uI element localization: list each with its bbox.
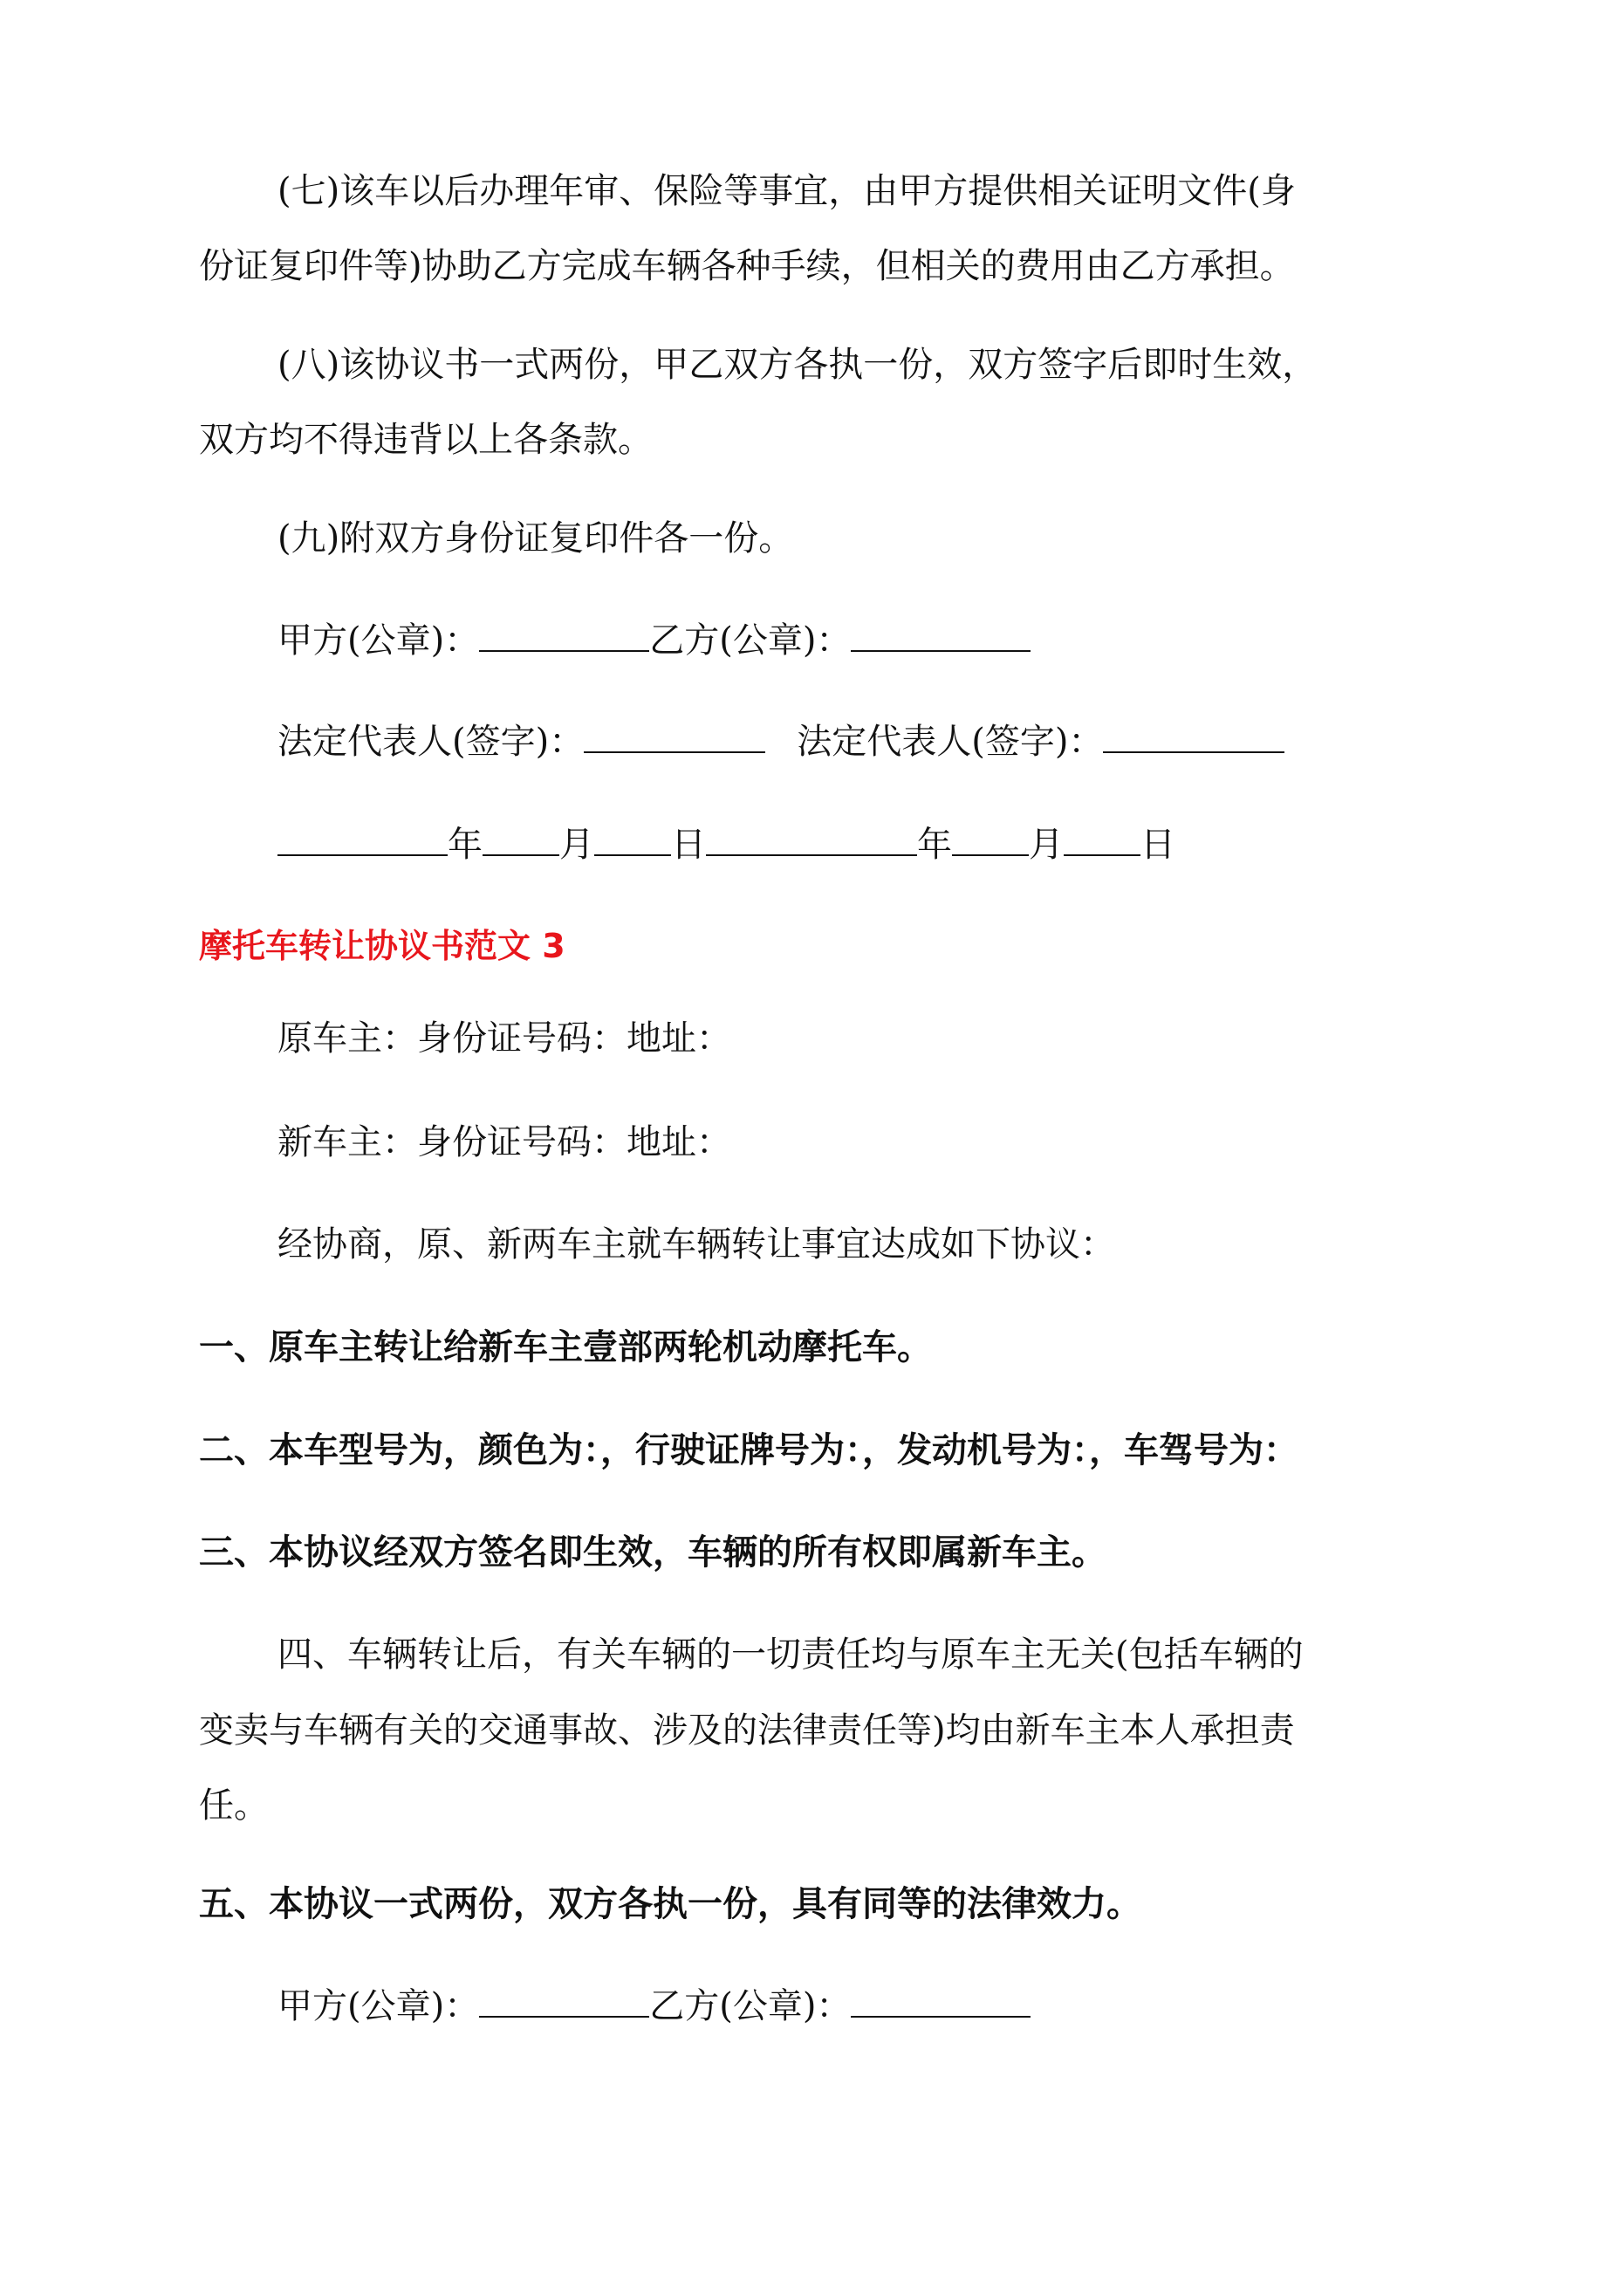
representative-line: [277, 719, 1284, 764]
rep-b-label: 法定代表人(签字)：: [797, 722, 1104, 762]
day-b-label: 日: [1140, 825, 1175, 865]
clause-4-line-2: 变卖与车辆有关的交通事故、涉及的法律责任等)均由新车主本人承担责: [199, 1710, 1295, 1751]
seal-line-1: [277, 618, 1031, 663]
seal-line-2: [277, 1984, 1031, 2029]
rep-a-label: 法定代表人(签字)：: [277, 722, 585, 762]
month-a-blank[interactable]: [483, 823, 559, 856]
paragraph-7-line-2: 份证复印件等)协助乙方完成车辆各种手续，但相关的费用由乙方承担。: [199, 246, 1295, 286]
party-b-seal-label-2: 乙方(公章)：: [649, 1986, 852, 2026]
day-b-blank[interactable]: [1064, 823, 1140, 856]
clause-2: 二、本车型号为，颜色为：，行驶证牌号为：，发动机号为：，车驾号为：: [199, 1430, 1298, 1470]
month-b-label: 月: [1029, 825, 1064, 865]
clause-3: 三、本协议经双方签名即生效，车辆的所有权即属新车主。: [199, 1532, 1106, 1573]
day-a-blank[interactable]: [594, 823, 671, 856]
intro-line: 经协商，原、新两车主就车辆转让事宜达成如下协议：: [277, 1224, 1115, 1265]
clause-4-line-3: 任。: [199, 1785, 269, 1826]
rep-a-blank[interactable]: [584, 720, 765, 753]
month-b-blank[interactable]: [952, 823, 1029, 856]
year-b-label: 年: [917, 825, 952, 865]
party-a-seal-blank-2[interactable]: [479, 1984, 649, 2018]
party-a-seal-label-2: 甲方(公章)：: [277, 1986, 480, 2026]
month-a-label: 月: [559, 825, 594, 865]
clause-1: 一、原车主转让给新车主壹部两轮机动摩托车。: [199, 1327, 932, 1367]
clause-5: 五、本协议一式两份，双方各执一份，具有同等的法律效力。: [199, 1884, 1141, 1924]
party-b-seal-blank[interactable]: [851, 619, 1031, 652]
rep-b-blank[interactable]: [1103, 720, 1284, 753]
year-a-label: 年: [448, 825, 483, 865]
party-a-seal-label: 甲方(公章)：: [277, 620, 480, 661]
day-a-label: 日: [671, 825, 706, 865]
party-a-seal-blank[interactable]: [479, 619, 649, 652]
paragraph-9: (九)附双方身份证复印件各一份。: [277, 518, 794, 559]
new-owner-line: 新车主：身份证号码：地址：: [277, 1122, 731, 1162]
year-b-blank[interactable]: [706, 823, 917, 856]
party-b-seal-blank-2[interactable]: [851, 1984, 1031, 2018]
original-owner-line: 原车主：身份证号码：地址：: [277, 1018, 731, 1059]
party-b-seal-label: 乙方(公章)：: [649, 620, 852, 661]
paragraph-8-line-1: (八)该协议书一式两份，甲乙双方各执一份，双方签字后即时生效，: [277, 345, 1318, 385]
paragraph-7-line-1: (七)该车以后办理年审、保险等事宜，由甲方提供相关证明文件(身: [277, 171, 1296, 211]
paragraph-8-line-2: 双方均不得违背以上各条款。: [199, 420, 653, 460]
clause-4-line-1: 四、车辆转让后，有关车辆的一切责任均与原车主无关(包括车辆的: [277, 1635, 1304, 1675]
section-3-heading: 摩托车转让协议书范文 3: [199, 927, 565, 965]
date-line: [277, 822, 1175, 867]
year-a-blank[interactable]: [277, 823, 448, 856]
